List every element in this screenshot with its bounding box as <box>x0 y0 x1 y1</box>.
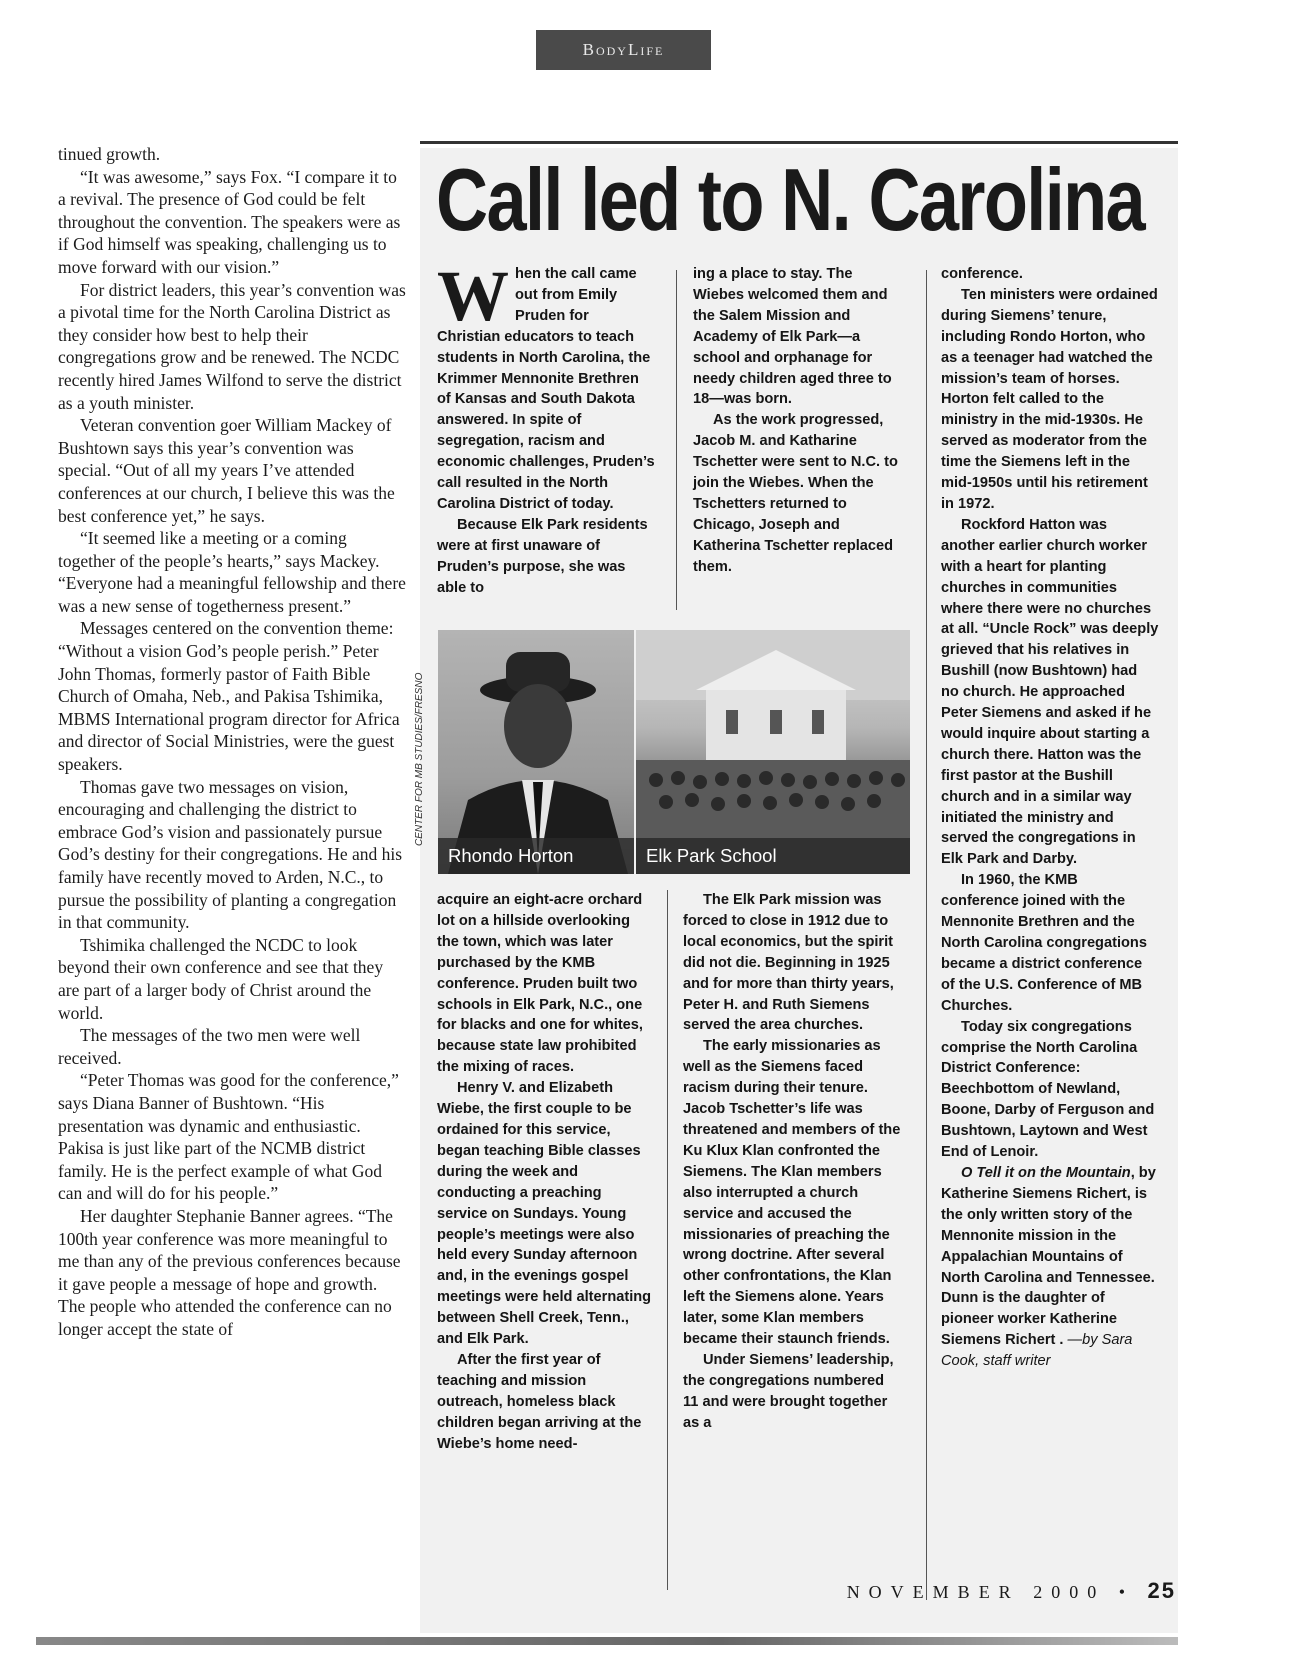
paragraph: As the work progressed, Jacob M. and Katharine Tschetter were sent to N.C. to join the Wiebes. When the Tschetters returned to Chicago, Joseph and Katherina Tschetter replaced them. <box>693 412 898 575</box>
page-number: 25 <box>1147 1578 1176 1603</box>
column-divider <box>667 890 668 1590</box>
paragraph: Rockford Hatton was another earlier church worker with a heart for planting churches in communities where there were no churches at all. “Uncle Rock” was deeply grieved that his relatives in Bushill (now Bushtown) had no church. He approached Peter Siemens and asked if he would inquire about starting a church there. Hatton was the first pastor at the Bushill church and in a similar way initiated the ministry and served the congregations in Elk Park and Darby. <box>941 516 1159 868</box>
paragraph: Veteran convention goer William Mackey of Bushtown says this year’s convention was special. “Out of all my years I’ve attended conferences at our church, I believe this was the best conference yet,” he says. <box>58 415 395 526</box>
photo-caption: Rhondo Horton <box>438 838 634 874</box>
paragraph <box>437 256 655 515</box>
paragraph-text: hen the call came out from Emily Pruden for Christian educators to teach students in North Carolina, the Krimmer Mennonite Brethren of Kansas and South Dakota answered. In spite of segregation, racism and economic challenges, Pruden’s call resulted in the North Carolina District of today. <box>437 266 655 512</box>
photo-rhondo-horton <box>438 630 634 874</box>
paragraph: In 1960, the KMB conference joined with the Mennonite Brethren and the North Carolina congregations became a district conference of the U.S. Conference of MB Churches. <box>941 872 1147 1014</box>
column-divider <box>926 270 927 1600</box>
paragraph: Henry V. and Elizabeth Wiebe, the first couple to be ordained for this service, began teaching Bible classes during the week and conducting a preaching service on Sundays. Young people’s meetings were also held every Sunday afternoon and, in the evenings gospel meetings were held alternating between Shell Creek, Tenn., and Elk Park. <box>437 1080 652 1348</box>
paragraph: Her daughter Stephanie Banner agrees. “The 100th year conference was more meaningful to me than any of the previous conferences because it gave people a message of hope and growth. The people who attended the conference can no longer accept the state of <box>58 1205 401 1339</box>
left-article-column <box>58 143 406 1340</box>
paragraph: For district leaders, this year’s convention was a pivotal time for the North Carolina District as they consider how best to help their congregations grow and be renewed. The NCDC recently hired James Wilfond to serve the district as a youth minister. <box>58 279 406 413</box>
sidebar-top-rule <box>420 141 1178 144</box>
paragraph: After the first year of teaching and mission outreach, homeless black children began arriving at the Wiebe’s home need- <box>437 1351 642 1452</box>
book-title: O Tell it on the Mountain <box>961 1164 1131 1181</box>
paragraph: “Peter Thomas was good for the conference,” says Diana Banner of Bushtown. “His presentation was dynamic and enthusiastic. Pakisa is just like part of the NCMB district family. He is the perfect example of what God can and will do for his people.” <box>58 1070 399 1204</box>
paragraph: Ten ministers were ordained during Siemens’ tenure, including Rondo Horton, who as a teenager had watched the mission’s team of horses. Horton felt called to the ministry in the mid-1930s. He served as moderator from the time the Siemens left in the mid-1950s until his retirement in 1972. <box>941 286 1158 512</box>
paragraph: Tshimika challenged the NCDC to look beyond their own conference and see that they are part of a larger body of Christ around the world. <box>58 934 384 1023</box>
paragraph: “It was awesome,” says Fox. “I compare it to a revival. The presence of God could be felt throughout the convention. The speakers were as if God himself was speaking, challenging us to move forward with our vision.” <box>58 166 401 277</box>
sidebar-column-a-bottom <box>437 890 655 1454</box>
sidebar-column-a-top <box>437 256 655 599</box>
paragraph: acquire an eight-acre orchard lot on a hillside overlooking the town, which was later purchased by the KMB conference. Pruden built two schools in Elk Park, N.C., one for blacks and one for whites, because state law prohibited the mixing of races. <box>437 892 643 1076</box>
byline: —by Sara Cook, staff writer <box>941 1332 1133 1370</box>
paragraph: The early missionaries as well as the Siemens faced racism during their tenure. Jacob Tschetter’s life was threatened and members of the Ku Klux Klan confronted the Siemens. The Klan members also interrupted a church service and accused the missionaries of preaching the wrong doctrine. After several other confrontations, the Klan left the Siemens alone. Years later, some Klan members became their staunch friends. <box>683 1038 901 1348</box>
section-header: BodyLife <box>536 30 711 70</box>
column-divider <box>676 270 677 610</box>
sidebar-column-c <box>941 264 1159 1372</box>
paragraph: The Elk Park mission was forced to close in 1912 due to local economics, but the spirit did not die. Beginning in 1925 and for more than thirty years, Peter H. and Ruth Siemens served the area churches. <box>683 892 894 1034</box>
paragraph <box>941 1163 1159 1372</box>
paragraph: Thomas gave two messages on vision, encouraging and challenging the district to embrace God’s vision and passionately pursue God’s destiny for their congregations. He and his family have recently moved to Arden, N.C., to pursue the possibility of planting a congregation in that community. <box>58 776 403 933</box>
paragraph: Today six congregations comprise the North Carolina District Conference: Beechbottom of Newland, Boone, Darby of Ferguson and Bushtown, Laytown and West End of Lenoir. <box>941 1018 1155 1161</box>
paragraph: Because Elk Park residents were at first unaware of Pruden’s purpose, she was able to <box>437 516 648 596</box>
photo-caption: Elk Park School <box>636 838 910 874</box>
page-footer <box>796 1578 1176 1604</box>
paragraph: Under Siemens’ leadership, the congregations numbered 11 and were brought together as a <box>683 1351 894 1431</box>
paragraph: conference. <box>941 266 1023 282</box>
paragraph-text: , by Katherine Siemens Richert, is the only written story of the Mennonite mission in the Appalachian Mountains of North Carolina and Tennessee. Dunn is the daughter of pioneer worker Katherine Siemens Richert . <box>941 1164 1156 1349</box>
paragraph: The messages of the two men were well received. <box>58 1025 361 1068</box>
paragraph: ing a place to stay. The Wiebes welcomed them and the Salem Mission and Academy of Elk Park—a school and orphanage for needy children aged three to 18—was born. <box>693 266 892 408</box>
paragraph: Messages centered on the convention theme: “Without a vision God’s people perish.” Peter John Thomas, formerly pastor of Faith Bible Church of Omaha, Neb., and Pakisa Tshimika, MBMS International program director for Africa and director of Social Ministries, were the guest speakers. <box>58 618 400 775</box>
photo-elk-park-school <box>636 630 910 874</box>
bottom-rule <box>36 1637 1178 1645</box>
photo-credit: CENTER FOR MB STUDIES/FRESNO <box>414 672 425 846</box>
paragraph: “It seemed like a meeting or a coming together of the people’s hearts,” says Mackey. “Everyone had a meaningful fellowship and there was a new sense of togetherness present.” <box>58 528 406 616</box>
bullet: • <box>1118 1582 1135 1602</box>
sidebar-column-b-top <box>693 264 901 578</box>
paragraph: tinued growth. <box>58 144 161 164</box>
drop-cap: W <box>437 256 509 336</box>
sidebar-column-b-bottom <box>683 890 901 1434</box>
sidebar-title: Call led to N. Carolina <box>436 150 1145 249</box>
issue-date: NOVEMBER 2000 <box>846 1582 1106 1602</box>
